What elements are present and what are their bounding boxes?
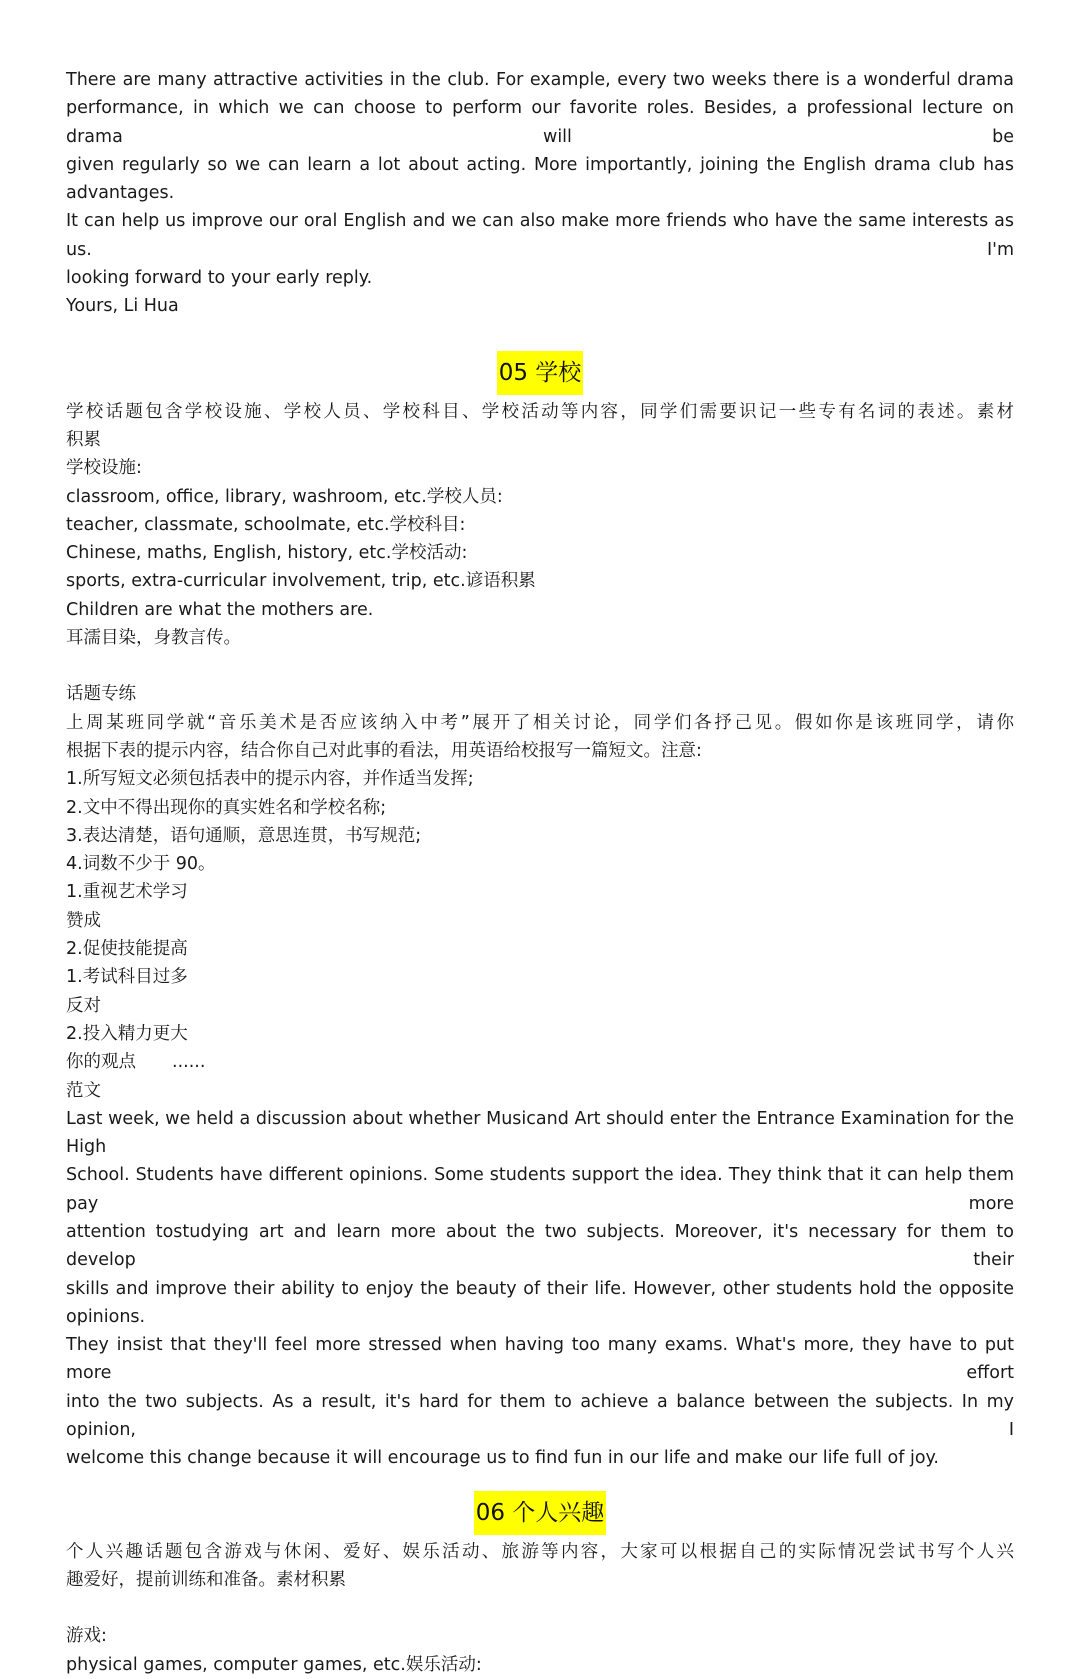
- people-words: teacher, classmate, schoolmate, etc.: [66, 514, 390, 535]
- section-05-title: 05 学校: [497, 351, 584, 395]
- section-06-intro-cont: 趣爱好，提前训练和准备。素材积累: [66, 1569, 346, 1590]
- section-05-intro: 学校话题包含学校设施、学校人员、学校科目、学校活动等内容，同学们需要识记一些专有名词的表述。素材: [66, 401, 1014, 422]
- letter-line: given regularly so we can learn a lot about acting. More importantly, joining the English drama club has advantages.: [66, 154, 1014, 204]
- subjects-words: Chinese, maths, English, history, etc.: [66, 543, 392, 564]
- section-05-intro-cont: 积累: [66, 429, 101, 450]
- practice-title: 话题专练: [66, 684, 136, 705]
- people-label: 学校人员:: [426, 486, 503, 507]
- games-row: [66, 1651, 1014, 1679]
- games-words: physical games, computer games, etc.: [66, 1654, 406, 1675]
- sample-essay: [66, 1105, 1014, 1473]
- table-cell: 1.考试科目过多: [66, 967, 188, 988]
- task-description: 上周某班同学就“音乐美术是否应该纳入中考”展开了相关讨论，同学们各抒己见。假如你是该班同学，请你: [66, 712, 1014, 733]
- table-cell: 2.促使技能提高: [66, 939, 188, 960]
- subjects-label: 学校科目:: [389, 514, 466, 535]
- subjects-row: [66, 539, 1014, 567]
- sample-label: 范文: [66, 1080, 101, 1101]
- proverb-chinese: 耳濡目染，身教言传。: [66, 628, 241, 649]
- section-05-heading: [66, 351, 1014, 395]
- rule-item: 2.文中不得出现你的真实姓名和学校名称;: [66, 797, 387, 818]
- sample-line: They insist that they'll feel more stressed when having too many exams. What's more, they have to put more effort: [66, 1335, 1014, 1384]
- section-06-heading: [66, 1491, 1014, 1535]
- facilities-row: [66, 483, 1014, 511]
- games-label: 游戏:: [66, 1626, 107, 1647]
- people-row: [66, 511, 1014, 539]
- table-cell: 1.重视艺术学习: [66, 882, 188, 903]
- letter-signature: Yours, Li Hua: [66, 296, 179, 317]
- entertainment-label: 娱乐活动:: [405, 1654, 482, 1675]
- opinion-row: [66, 1048, 1014, 1076]
- proverb-label: 谚语积累: [465, 571, 536, 592]
- letter-line: There are many attractive activities in the club. For example, every two weeks there is a wonderful drama: [66, 70, 1014, 90]
- rule-item: 4.词数不少于 90。: [66, 854, 216, 875]
- table-cell: 反对: [66, 995, 101, 1016]
- activities-label: 学校活动:: [391, 543, 468, 564]
- sample-line: attention tostudying art and learn more about the two subjects. Moreover, it's necessary for them to develop their: [66, 1221, 1014, 1271]
- sample-line: School. Students have different opinions. Some students support the idea. They think that it can help them pay more: [66, 1165, 1014, 1214]
- sample-last-line: welcome this change because it will encourage us to find fun in our life and make our life full of joy.: [66, 1448, 939, 1469]
- rule-item: 3.表达清楚，语句通顺，意思连贯，书写规范;: [66, 825, 422, 846]
- activities-words: sports, extra-curricular involvement, trip, etc.: [66, 571, 466, 592]
- facilities-label: 学校设施:: [66, 458, 142, 479]
- section-06-title: 06 个人兴趣: [474, 1491, 607, 1535]
- document-page: [66, 66, 1014, 1679]
- sample-line: Last week, we held a discussion about whether Musicand Art should enter the Entrance Examination for the High: [66, 1108, 1014, 1158]
- table-cell: 赞成: [66, 910, 101, 931]
- letter-line: performance, in which we can choose to perform our favorite roles. Besides, a professional lecture on drama will be: [66, 98, 1014, 147]
- sample-line: skills and improve their ability to enjoy the beauty of their life. However, other students hold the opposite opinions.: [66, 1278, 1014, 1327]
- letter-body: [66, 66, 1014, 321]
- proverb-english: Children are what the mothers are.: [66, 599, 374, 620]
- activities-row: [66, 567, 1014, 595]
- rule-item: 1.所写短文必须包括表中的提示内容，并作适当发挥;: [66, 769, 474, 790]
- sample-line: into the two subjects. As a result, it's hard for them to achieve a balance between the subjects. In my opinion, I: [66, 1391, 1014, 1441]
- letter-line: It can help us improve our oral English and we can also make more friends who have the same interests as us. I'm: [66, 211, 1014, 260]
- facilities-words: classroom, office, library, washroom, etc.: [66, 486, 427, 507]
- section-06-intro: 个人兴趣话题包含游戏与休闲、爱好、娱乐活动、旅游等内容，大家可以根据自己的实际情况尝试书写个人兴: [66, 1541, 1014, 1562]
- table-cell: 2.投入精力更大: [66, 1023, 188, 1044]
- opinion-label: 你的观点: [66, 1052, 136, 1073]
- task-description-cont: 根据下表的提示内容，结合你自己对此事的看法，用英语给校报写一篇短文。注意:: [66, 740, 702, 761]
- letter-last-line: looking forward to your early reply.: [66, 268, 373, 289]
- opinion-value: ......: [172, 1052, 206, 1073]
